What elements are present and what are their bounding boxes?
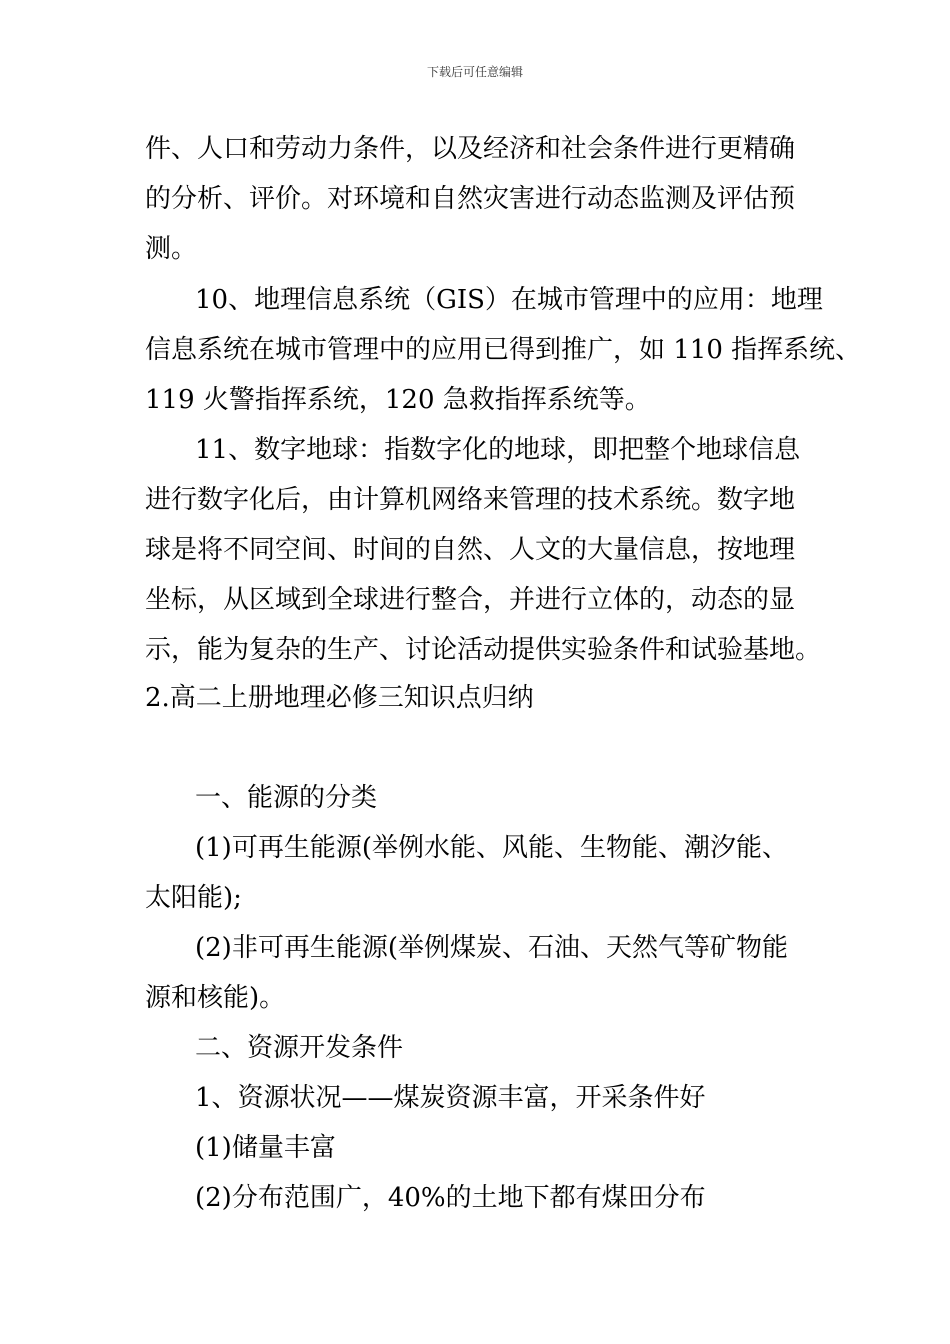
subheading: 二、资源开发条件: [195, 1033, 404, 1063]
subheading: 一、能源的分类: [195, 783, 378, 813]
paragraph-line: 10、地理信息系统（GIS）在城市管理中的应用：地理: [195, 285, 823, 315]
paragraph-line: (2)分布范围广，40%的土地下都有煤田分布: [195, 1183, 706, 1213]
text-line: 太阳能);: [145, 883, 242, 913]
paragraph-line: (2)非可再生能源(举例煤炭、石油、天然气等矿物能: [195, 933, 788, 963]
text-line: 信息系统在城市管理中的应用已得到推广，如 110 指挥系统、: [145, 335, 862, 365]
paragraph-line: (1)储量丰富: [195, 1133, 336, 1163]
text-line: 的分析、评价。对环境和自然灾害进行动态监测及评估预: [145, 184, 796, 214]
page-header-note: 下载后可任意编辑: [426, 65, 523, 79]
text-line: 球是将不同空间、时间的自然、人文的大量信息，按地理: [145, 535, 796, 565]
paragraph-line: (1)可再生能源(举例水能、风能、生物能、潮汐能、: [195, 833, 788, 863]
paragraph-line: 1、资源状况——煤炭资源丰富，开采条件好: [195, 1083, 706, 1113]
text-line: 坐标，从区域到全球进行整合，并进行立体的，动态的显: [145, 585, 796, 615]
text-line: 测。: [145, 234, 198, 264]
text-line: 119 火警指挥系统，120 急救指挥系统等。: [145, 385, 651, 415]
section-heading: 2.高二上册地理必修三知识点归纳: [145, 683, 534, 713]
text-line: 源和核能)。: [145, 983, 286, 1013]
text-line: 件、人口和劳动力条件，以及经济和社会条件进行更精确: [145, 134, 796, 164]
text-line: 进行数字化后，由计算机网络来管理的技术系统。数字地: [145, 485, 796, 515]
paragraph-line: 11、数字地球：指数字化的地球，即把整个地球信息: [195, 435, 801, 465]
text-line: 示，能为复杂的生产、讨论活动提供实验条件和试验基地。: [145, 635, 822, 665]
